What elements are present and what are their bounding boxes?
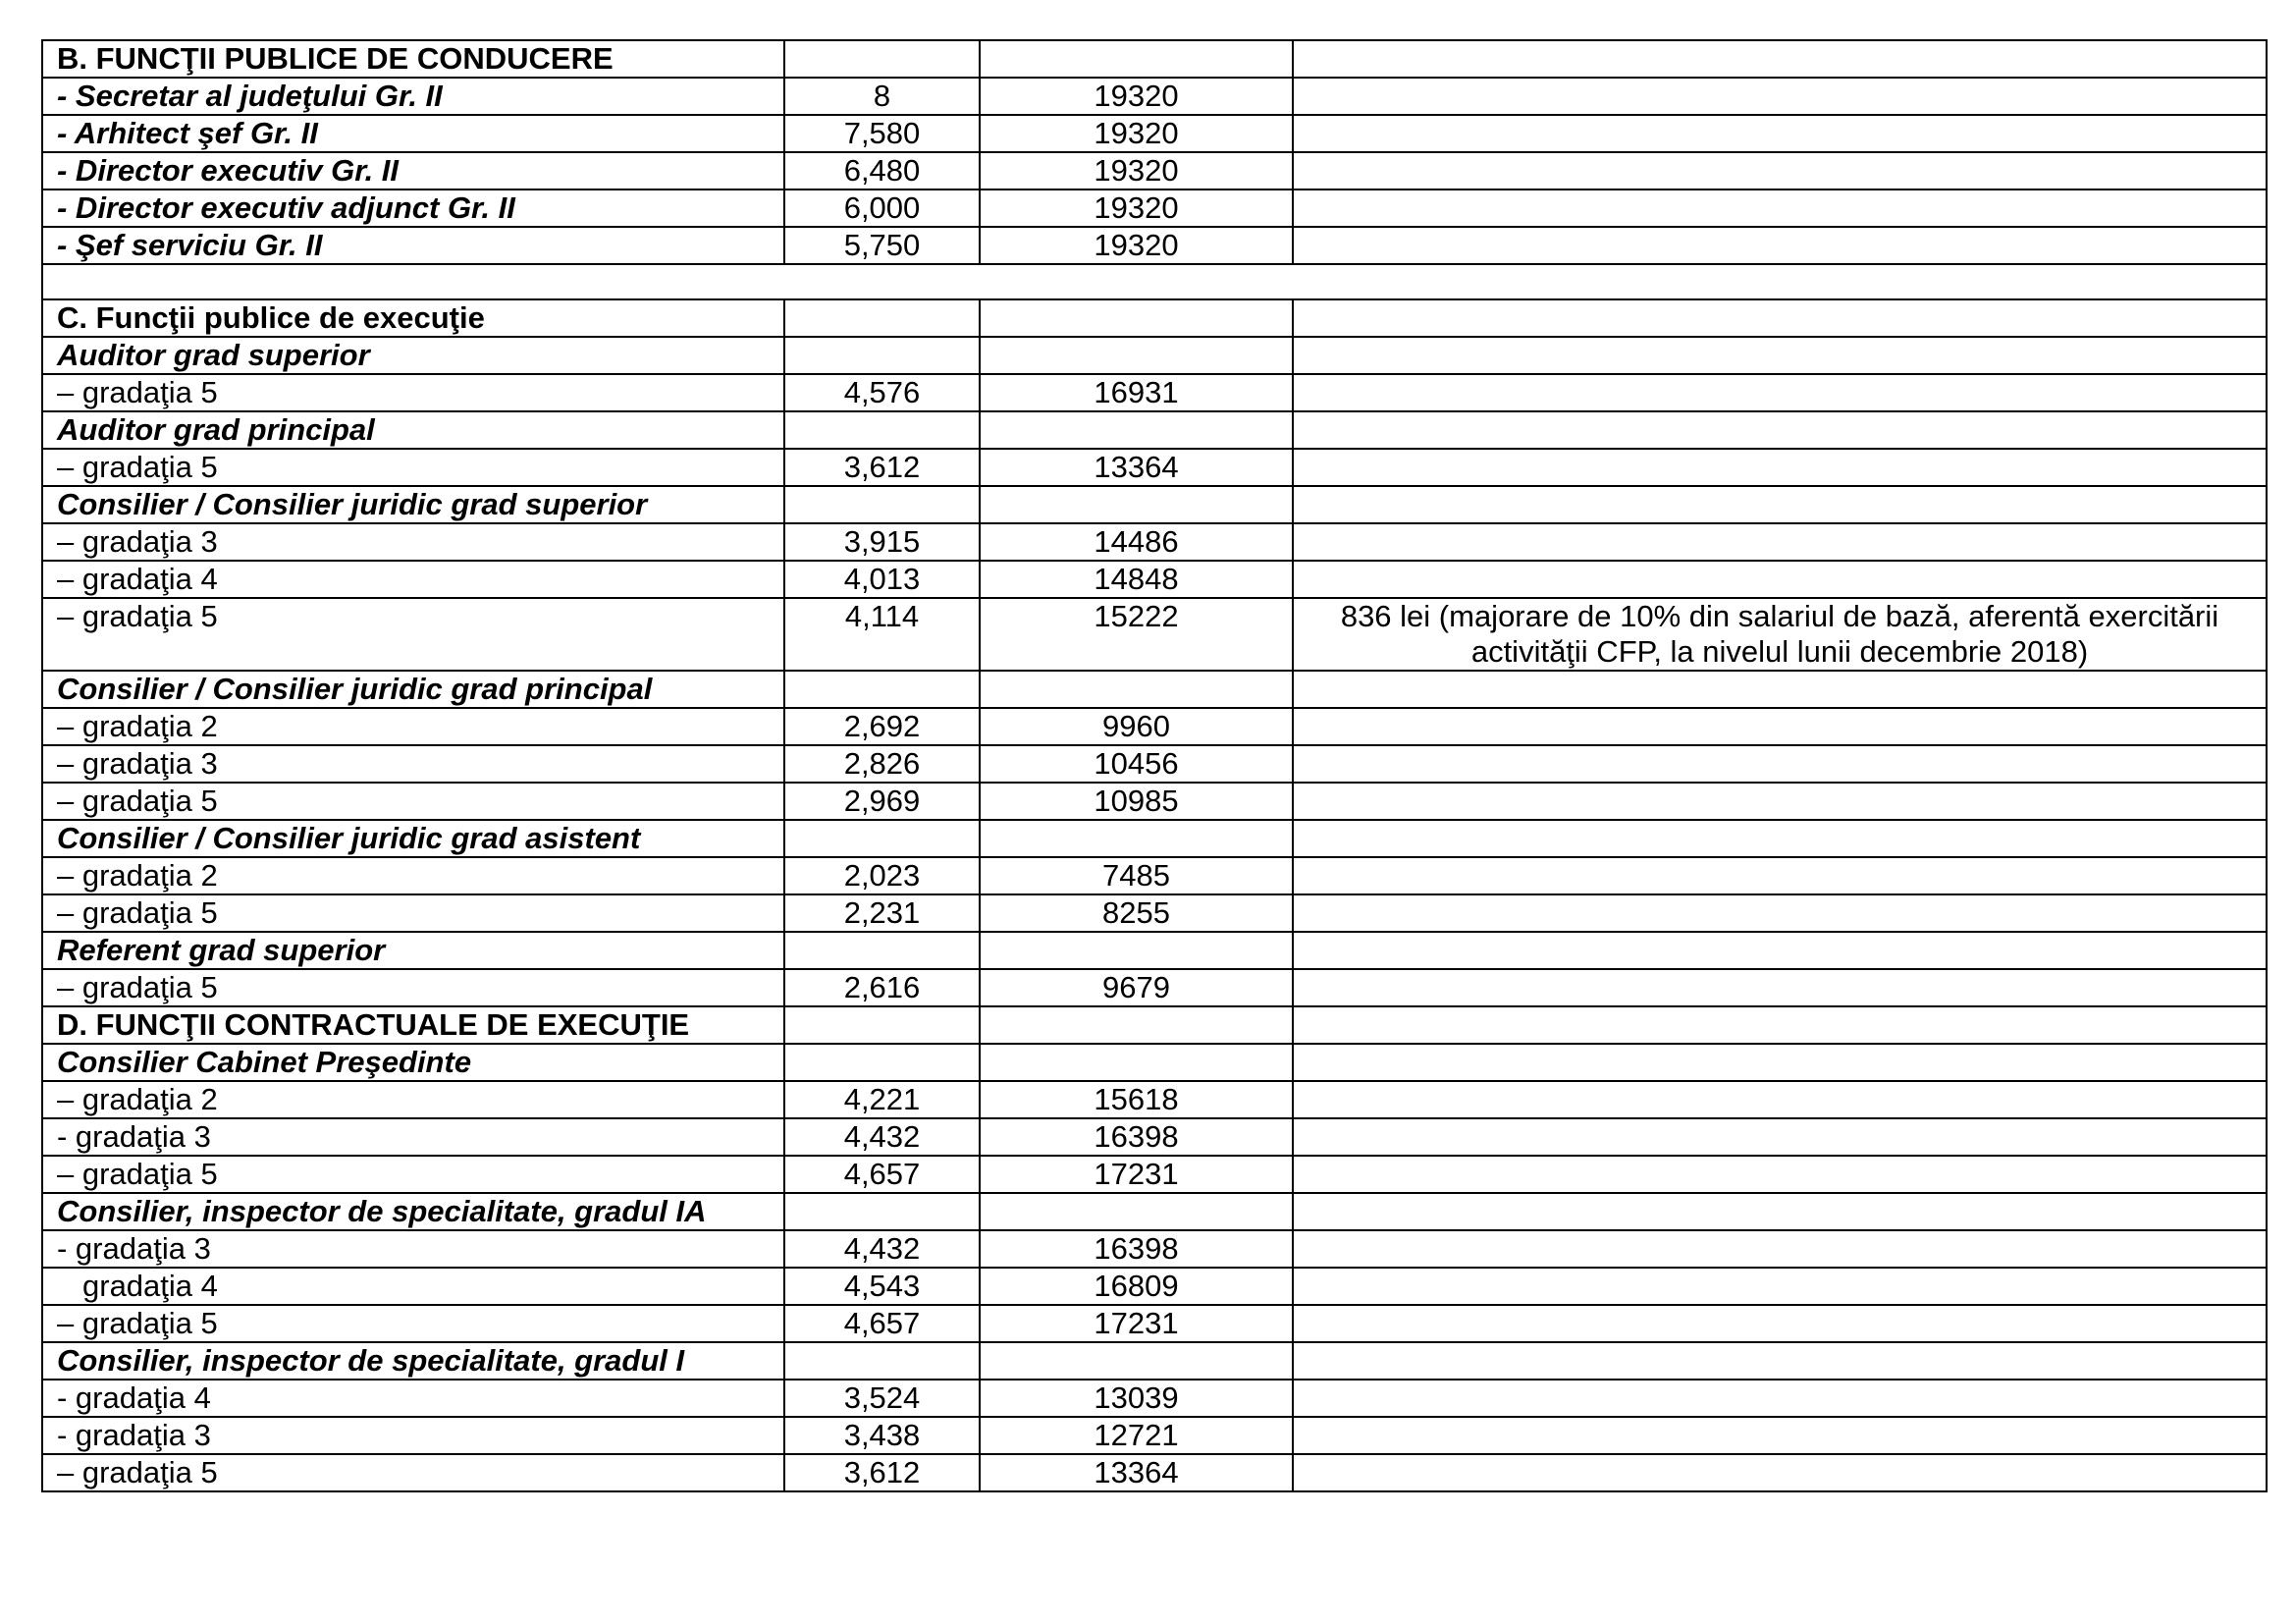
table-row: [42, 189, 2267, 227]
function-label-cell: - Director executiv Gr. II: [42, 152, 784, 189]
table-row: [42, 374, 2267, 411]
base-salary-cell: 15222: [980, 598, 1293, 671]
coefficient-cell: 4,114: [784, 598, 980, 671]
function-label-cell: – gradaţia 5: [42, 1156, 784, 1193]
base-salary-cell: 13364: [980, 1454, 1293, 1491]
base-salary-cell: [980, 299, 1293, 337]
base-salary-cell: [980, 671, 1293, 708]
base-salary-cell: 7485: [980, 857, 1293, 894]
note-cell: [1293, 783, 2267, 820]
note-cell: [1293, 1380, 2267, 1417]
base-salary-cell: [980, 1006, 1293, 1044]
note-cell: [1293, 932, 2267, 969]
table-row: [42, 1230, 2267, 1268]
note-cell: [1293, 299, 2267, 337]
base-salary-cell: [980, 932, 1293, 969]
table-row: [42, 1268, 2267, 1305]
table-row: [42, 523, 2267, 561]
function-label-cell: Consilier Cabinet Preşedinte: [42, 1044, 784, 1081]
table-row: [42, 708, 2267, 745]
function-label-cell: D. FUNCŢII CONTRACTUALE DE EXECUŢIE: [42, 1006, 784, 1044]
coefficient-cell: [784, 40, 980, 78]
note-cell: [1293, 1156, 2267, 1193]
table-row: [42, 1156, 2267, 1193]
function-label-cell: - gradaţia 3: [42, 1118, 784, 1156]
function-label-cell: Auditor grad principal: [42, 411, 784, 449]
table-row: [42, 969, 2267, 1006]
function-label-cell: Auditor grad superior: [42, 337, 784, 374]
coefficient-cell: 4,221: [784, 1081, 980, 1118]
coefficient-cell: 6,000: [784, 189, 980, 227]
note-cell: [1293, 152, 2267, 189]
base-salary-cell: 10456: [980, 745, 1293, 783]
coefficient-cell: 5,750: [784, 227, 980, 264]
function-label-cell: - Arhitect şef Gr. II: [42, 115, 784, 152]
note-cell: [1293, 1118, 2267, 1156]
function-label-cell: - Director executiv adjunct Gr. II: [42, 189, 784, 227]
job-title-row: [42, 1044, 2267, 1081]
function-label-cell: – gradaţia 5: [42, 1305, 784, 1342]
function-label-cell: Consilier / Consilier juridic grad superior: [42, 486, 784, 523]
note-cell: [1293, 671, 2267, 708]
job-title-row: [42, 337, 2267, 374]
note-cell: [1293, 1044, 2267, 1081]
coefficient-cell: 8: [784, 78, 980, 115]
function-label-cell: C. Funcţii publice de execuţie: [42, 299, 784, 337]
note-cell: [1293, 523, 2267, 561]
coefficient-cell: 2,969: [784, 783, 980, 820]
table-row: [42, 1305, 2267, 1342]
table-row: [42, 745, 2267, 783]
note-cell: [1293, 115, 2267, 152]
coefficient-cell: 4,657: [784, 1156, 980, 1193]
function-label-cell: – gradaţia 2: [42, 857, 784, 894]
note-cell: [1293, 708, 2267, 745]
base-salary-cell: 19320: [980, 78, 1293, 115]
coefficient-cell: 3,524: [784, 1380, 980, 1417]
note-cell: [1293, 374, 2267, 411]
note-cell: [1293, 1342, 2267, 1380]
base-salary-cell: 15618: [980, 1081, 1293, 1118]
coefficient-cell: [784, 411, 980, 449]
table-row: [42, 1454, 2267, 1491]
function-label-cell: – gradaţia 5: [42, 598, 784, 671]
base-salary-cell: 13039: [980, 1380, 1293, 1417]
base-salary-cell: [980, 820, 1293, 857]
coefficient-cell: 2,826: [784, 745, 980, 783]
section-header-row: [42, 40, 2267, 78]
base-salary-cell: [980, 411, 1293, 449]
coefficient-cell: 4,432: [784, 1118, 980, 1156]
base-salary-cell: 19320: [980, 152, 1293, 189]
function-label-cell: Consilier / Consilier juridic grad asistent: [42, 820, 784, 857]
base-salary-cell: [980, 1193, 1293, 1230]
note-cell: [1293, 820, 2267, 857]
base-salary-cell: 19320: [980, 189, 1293, 227]
table-row: [42, 78, 2267, 115]
blank-cell: [42, 264, 2267, 299]
note-cell: 836 lei (majorare de 10% din salariul de bază, aferentă exercitării activităţii CFP, la nivelul lunii decembrie 2018): [1293, 598, 2267, 671]
note-cell: [1293, 1006, 2267, 1044]
function-label-cell: Consilier, inspector de specialitate, gradul IA: [42, 1193, 784, 1230]
function-label-cell: – gradaţia 5: [42, 894, 784, 932]
base-salary-cell: 19320: [980, 227, 1293, 264]
function-label-cell: – gradaţia 3: [42, 523, 784, 561]
function-label-cell: - gradaţia 3: [42, 1417, 784, 1454]
coefficient-cell: [784, 299, 980, 337]
note-cell: [1293, 894, 2267, 932]
base-salary-cell: [980, 1342, 1293, 1380]
coefficient-cell: 2,231: [784, 894, 980, 932]
note-cell: [1293, 449, 2267, 486]
note-cell: [1293, 337, 2267, 374]
base-salary-cell: 16398: [980, 1230, 1293, 1268]
coefficient-cell: 7,580: [784, 115, 980, 152]
function-label-cell: – gradaţia 5: [42, 1454, 784, 1491]
table-body: [42, 40, 2267, 1491]
base-salary-cell: 14848: [980, 561, 1293, 598]
table-row: [42, 561, 2267, 598]
table-row: [42, 1380, 2267, 1417]
base-salary-cell: 17231: [980, 1156, 1293, 1193]
coefficient-cell: [784, 932, 980, 969]
base-salary-cell: 13364: [980, 449, 1293, 486]
function-label-cell: – gradaţia 5: [42, 969, 784, 1006]
table-row: [42, 598, 2267, 671]
coefficient-cell: 2,616: [784, 969, 980, 1006]
note-cell: [1293, 40, 2267, 78]
job-title-row: [42, 411, 2267, 449]
function-label-cell: - Secretar al judeţului Gr. II: [42, 78, 784, 115]
note-cell: [1293, 1268, 2267, 1305]
base-salary-cell: [980, 40, 1293, 78]
base-salary-cell: [980, 486, 1293, 523]
table-row: [42, 449, 2267, 486]
base-salary-cell: 9679: [980, 969, 1293, 1006]
coefficient-cell: 4,432: [784, 1230, 980, 1268]
section-header-row: [42, 299, 2267, 337]
note-cell: [1293, 1230, 2267, 1268]
function-label-cell: – gradaţia 2: [42, 1081, 784, 1118]
base-salary-cell: 10985: [980, 783, 1293, 820]
base-salary-cell: 17231: [980, 1305, 1293, 1342]
coefficient-cell: 3,612: [784, 1454, 980, 1491]
job-title-row: [42, 1193, 2267, 1230]
function-label-cell: – gradaţia 5: [42, 374, 784, 411]
coefficient-cell: 3,438: [784, 1417, 980, 1454]
function-label-cell: Referent grad superior: [42, 932, 784, 969]
note-cell: [1293, 1081, 2267, 1118]
coefficient-cell: [784, 486, 980, 523]
table-row: [42, 227, 2267, 264]
section-header-row: [42, 1006, 2267, 1044]
function-label-cell: – gradaţia 2: [42, 708, 784, 745]
function-label-cell: Consilier, inspector de specialitate, gradul I: [42, 1342, 784, 1380]
coefficient-cell: 2,692: [784, 708, 980, 745]
base-salary-cell: 14486: [980, 523, 1293, 561]
function-label-cell: - gradaţia 3: [42, 1230, 784, 1268]
coefficient-cell: 6,480: [784, 152, 980, 189]
job-title-row: [42, 820, 2267, 857]
function-label-cell: – gradaţia 5: [42, 783, 784, 820]
table-row: [42, 857, 2267, 894]
coefficient-cell: [784, 1006, 980, 1044]
base-salary-cell: [980, 1044, 1293, 1081]
base-salary-cell: 19320: [980, 115, 1293, 152]
note-cell: [1293, 1305, 2267, 1342]
coefficient-cell: 4,657: [784, 1305, 980, 1342]
base-salary-cell: 12721: [980, 1417, 1293, 1454]
note-cell: [1293, 411, 2267, 449]
base-salary-cell: 16398: [980, 1118, 1293, 1156]
function-label-cell: Consilier / Consilier juridic grad principal: [42, 671, 784, 708]
note-cell: [1293, 78, 2267, 115]
base-salary-cell: 16809: [980, 1268, 1293, 1305]
coefficient-cell: [784, 1342, 980, 1380]
coefficient-cell: [784, 671, 980, 708]
table-row: [42, 1417, 2267, 1454]
note-cell: [1293, 189, 2267, 227]
note-cell: [1293, 227, 2267, 264]
table-row: [42, 152, 2267, 189]
coefficient-cell: [784, 337, 980, 374]
function-label-cell: - gradaţia 4: [42, 1380, 784, 1417]
coefficient-cell: 2,023: [784, 857, 980, 894]
base-salary-cell: 9960: [980, 708, 1293, 745]
table-row: [42, 1118, 2267, 1156]
function-label-cell: - Şef serviciu Gr. II: [42, 227, 784, 264]
function-label-cell: – gradaţia 5: [42, 449, 784, 486]
job-title-row: [42, 486, 2267, 523]
table-row: [42, 894, 2267, 932]
function-label-cell: gradaţia 4: [42, 1268, 784, 1305]
note-cell: [1293, 1454, 2267, 1491]
blank-row: [42, 264, 2267, 299]
coefficient-cell: 3,612: [784, 449, 980, 486]
salary-table: [41, 39, 2268, 1492]
coefficient-cell: 4,013: [784, 561, 980, 598]
table-row: [42, 1081, 2267, 1118]
base-salary-cell: [980, 337, 1293, 374]
note-cell: [1293, 1193, 2267, 1230]
job-title-row: [42, 671, 2267, 708]
note-cell: [1293, 745, 2267, 783]
note-cell: [1293, 486, 2267, 523]
job-title-row: [42, 932, 2267, 969]
coefficient-cell: 3,915: [784, 523, 980, 561]
job-title-row: [42, 1342, 2267, 1380]
coefficient-cell: 4,576: [784, 374, 980, 411]
base-salary-cell: 16931: [980, 374, 1293, 411]
table-row: [42, 115, 2267, 152]
note-cell: [1293, 857, 2267, 894]
note-cell: [1293, 561, 2267, 598]
coefficient-cell: 4,543: [784, 1268, 980, 1305]
function-label-cell: B. FUNCŢII PUBLICE DE CONDUCERE: [42, 40, 784, 78]
note-cell: [1293, 969, 2267, 1006]
coefficient-cell: [784, 1193, 980, 1230]
function-label-cell: – gradaţia 3: [42, 745, 784, 783]
table-row: [42, 783, 2267, 820]
coefficient-cell: [784, 1044, 980, 1081]
coefficient-cell: [784, 820, 980, 857]
note-cell: [1293, 1417, 2267, 1454]
function-label-cell: – gradaţia 4: [42, 561, 784, 598]
base-salary-cell: 8255: [980, 894, 1293, 932]
